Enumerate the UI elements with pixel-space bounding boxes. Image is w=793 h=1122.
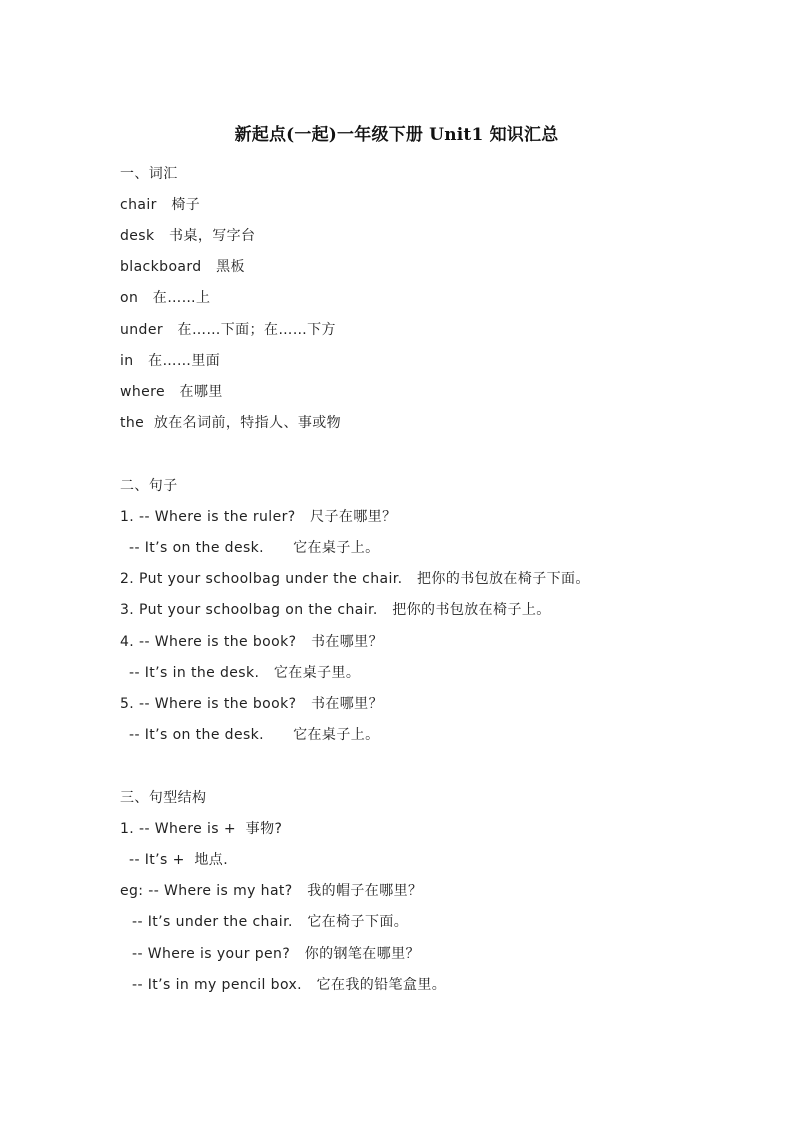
vocab-item: where 在哪里 [120, 384, 223, 400]
section-heading-patterns: 三、句型结构 [120, 790, 207, 806]
sentence-line: 1. -- Where is the ruler? 尺子在哪里？ [120, 509, 397, 525]
vocab-item: on 在……上 [120, 290, 211, 306]
sentence-line: 4. -- Where is the book? 书在哪里？ [120, 634, 383, 650]
sentence-line: 5. -- Where is the book? 书在哪里？ [120, 696, 383, 712]
vocab-item: in 在……里面 [120, 353, 221, 369]
pattern-line: eg: -- Where is my hat? 我的帽子在哪里？ [120, 883, 423, 899]
section-heading-vocabulary: 一、词汇 [120, 166, 178, 182]
pattern-line: -- It’s in my pencil box. 它在我的铅笔盒里。 [132, 977, 447, 993]
vocab-item: blackboard 黑板 [120, 259, 245, 275]
vocab-item: chair 椅子 [120, 197, 201, 213]
section-heading-sentences: 二、句子 [120, 478, 178, 494]
sentence-line: -- It’s on the desk. 它在桌子上。 [129, 727, 380, 743]
pattern-line: 1. -- Where is + 事物? [120, 821, 283, 837]
sentence-line: -- It’s on the desk. 它在桌子上。 [129, 540, 380, 556]
sentence-line: 3. Put your schoolbag on the chair. 把你的书包放在椅子上。 [120, 602, 551, 618]
vocab-item: under 在……下面；在……下方 [120, 322, 336, 338]
sentence-line: 2. Put your schoolbag under the chair. 把你的书包放在椅子下面。 [120, 571, 590, 587]
pattern-line: -- Where is your pen? 你的钢笔在哪里？ [132, 946, 420, 962]
page-title: 新起点(一起)一年级下册 Unit1 知识汇总 [234, 125, 559, 145]
pattern-line: -- It’s + 地点. [129, 852, 229, 868]
vocab-item: desk 书桌，写字台 [120, 228, 256, 244]
sentence-line: -- It’s in the desk. 它在桌子里。 [129, 665, 361, 681]
pattern-line: -- It’s under the chair. 它在椅子下面。 [132, 914, 409, 930]
vocab-item: the 放在名词前，特指人、事或物 [120, 415, 342, 431]
